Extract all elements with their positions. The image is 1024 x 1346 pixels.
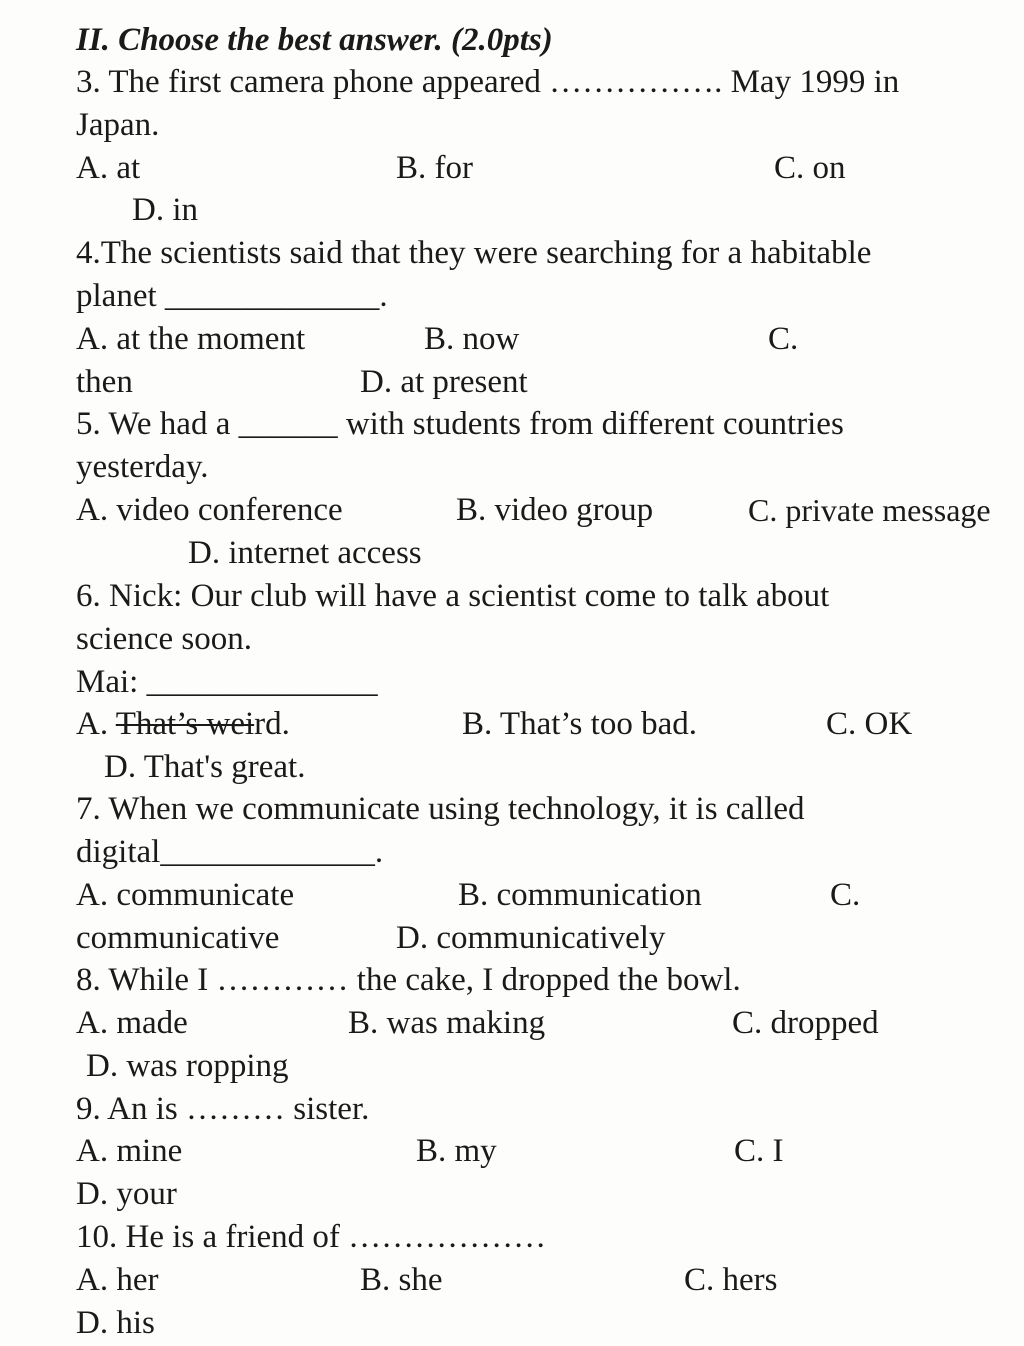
q5-option-a: A. video conference	[76, 492, 343, 528]
q5-stem-line1: 5. We had a ______ with students from different countries	[76, 406, 844, 442]
q8-option-d: D. was ropping	[86, 1048, 289, 1084]
q3-option-d: D. in	[132, 192, 198, 228]
q4-option-b: B. now	[424, 321, 520, 357]
q7-option-c-continued: communicative	[76, 920, 280, 956]
section-title: II. Choose the best answer. (2.0pts)	[76, 22, 553, 58]
q4-option-a: A. at the moment	[76, 321, 306, 357]
q10-option-a: A. her	[76, 1262, 159, 1298]
q8-option-a: A. made	[76, 1005, 188, 1041]
q7-option-c: C.	[830, 877, 861, 913]
q4-option-c: C.	[768, 321, 799, 357]
q5-stem-line2: yesterday.	[76, 449, 209, 485]
q10-option-d: D. his	[76, 1305, 155, 1341]
q3-stem-line1: 3. The first camera phone appeared ……………. May 1999 in	[76, 64, 900, 100]
q4-stem-line2: planet _____________.	[76, 278, 388, 314]
q6-stem-line2: science soon.	[76, 621, 252, 657]
q7-stem-line1: 7. When we communicate using technology, it is called	[76, 791, 805, 827]
q7-option-a: A. communicate	[76, 877, 295, 913]
q6-option-a-rest: rd.	[254, 706, 290, 742]
q3-option-b: B. for	[396, 150, 473, 186]
q7-stem-line2: digital_____________.	[76, 834, 384, 870]
q4-option-c-continued: then	[76, 364, 133, 400]
q7-option-b: B. communication	[458, 877, 702, 913]
q8-stem-line1: 8. While I ………… the cake, I dropped the bowl.	[76, 962, 741, 998]
q10-option-b: B. she	[360, 1262, 443, 1298]
q6-option-a-struck-text: That’s wei	[115, 706, 255, 742]
q9-stem-line1: 9. An is ……… sister.	[76, 1091, 370, 1127]
q5-option-d: D. internet access	[188, 535, 422, 571]
q8-option-b: B. was making	[348, 1005, 546, 1041]
q9-option-c: C. I	[734, 1133, 784, 1169]
q10-option-c: C. hers	[684, 1262, 778, 1298]
q9-option-b: B. my	[416, 1133, 497, 1169]
q6-stem-line3: Mai: ______________	[76, 664, 378, 700]
q9-option-d: D. your	[76, 1176, 177, 1212]
q3-option-c: C. on	[774, 150, 846, 186]
q3-option-a: A. at	[76, 150, 141, 186]
q9-option-a: A. mine	[76, 1133, 183, 1169]
q5-option-c: C. private message	[748, 492, 991, 528]
q6-stem-line1: 6. Nick: Our club will have a scientist come to talk about	[76, 578, 830, 614]
q4-option-d: D. at present	[360, 364, 528, 400]
q6-option-b: B. That’s too bad.	[462, 706, 697, 742]
q6-option-c: C. OK	[826, 706, 913, 742]
q3-stem-line2: Japan.	[76, 107, 160, 143]
q5-option-b: B. video group	[456, 492, 654, 528]
q7-option-d: D. communicatively	[396, 920, 666, 956]
q8-option-c: C. dropped	[732, 1005, 879, 1041]
q6-option-a-prefix: A.	[76, 706, 116, 742]
q6-option-d: D. That's great.	[104, 749, 306, 785]
q10-stem-line1: 10. He is a friend of ………………	[76, 1219, 547, 1255]
q4-stem-line1: 4.The scientists said that they were searching for a habitable	[76, 235, 872, 271]
q6-option-a	[76, 704, 290, 744]
